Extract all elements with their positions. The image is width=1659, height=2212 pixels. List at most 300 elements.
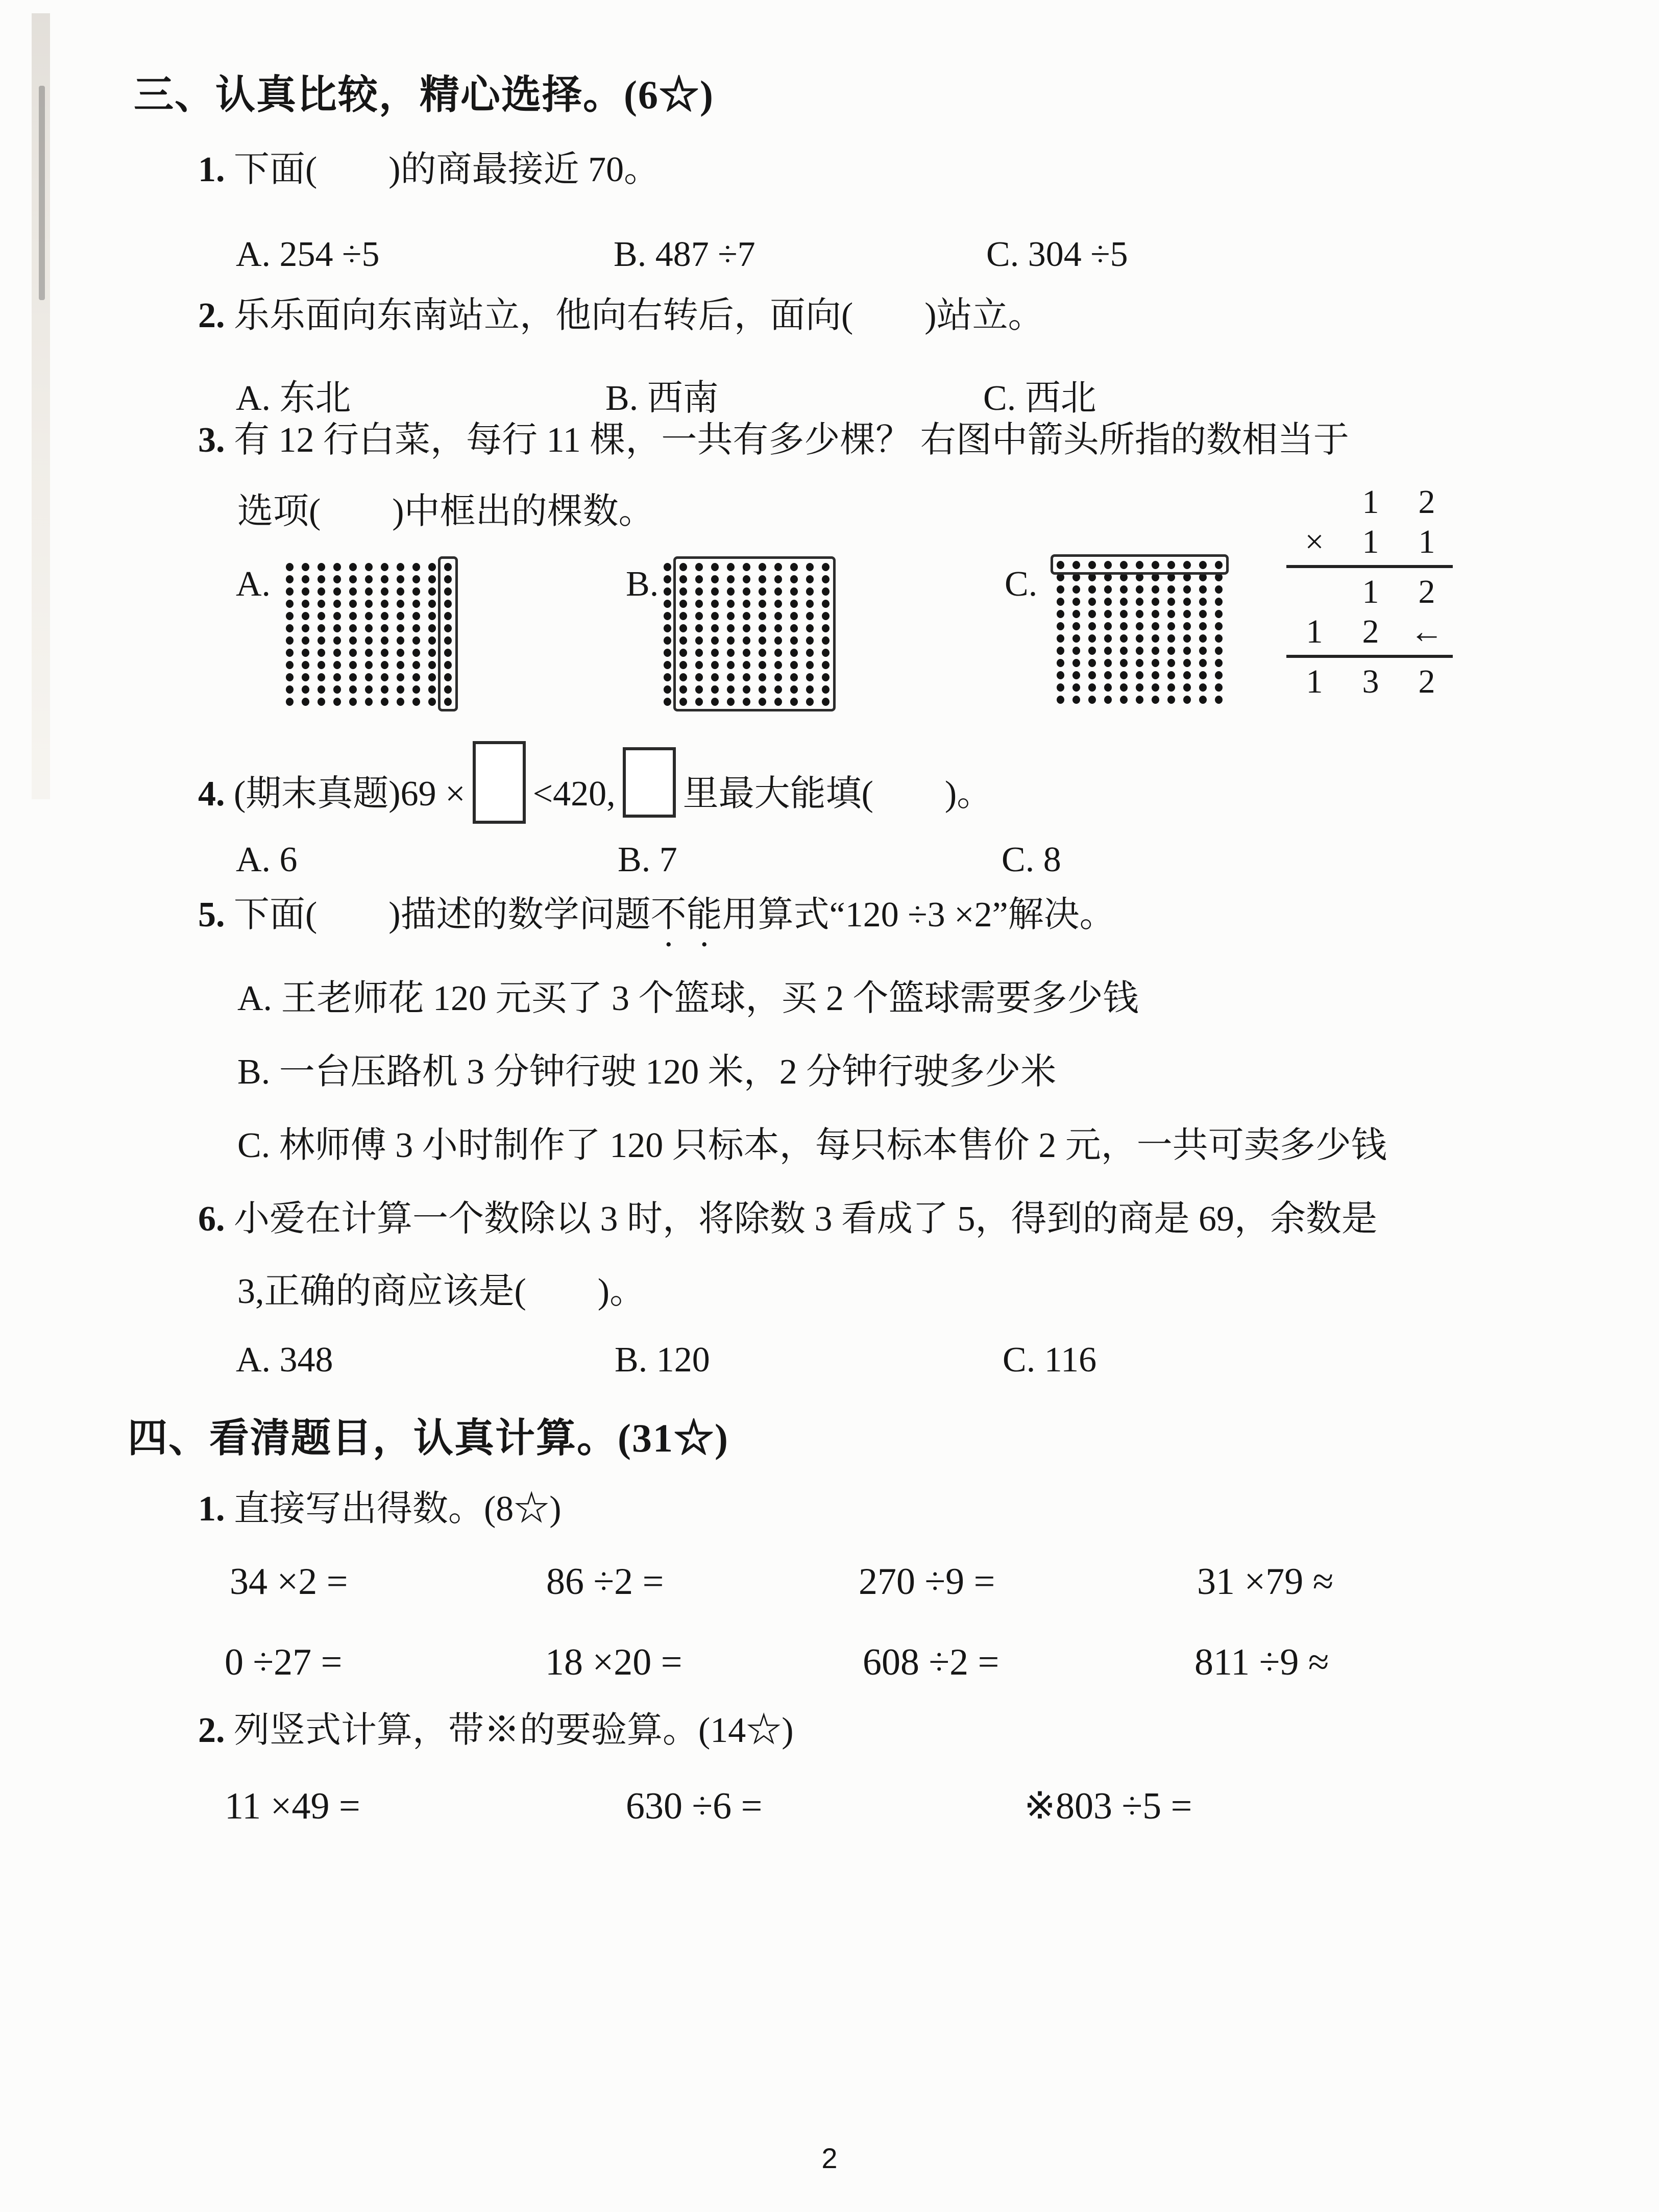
grid-dot <box>302 587 309 596</box>
grid-dot <box>397 587 404 596</box>
grid-dot <box>1120 659 1128 667</box>
calc2-item2: 630 ÷6 = <box>626 1785 763 1827</box>
grid-dot <box>318 612 325 620</box>
grid-dot <box>1136 671 1143 679</box>
grid-dot <box>1057 598 1064 606</box>
grid-dot <box>1183 659 1191 667</box>
multiplication-digit: 1 <box>1362 523 1379 560</box>
q5-option-a: A. 王老师花 120 元买了 3 个篮球，买 2 个篮球需要多少钱 <box>237 979 1139 1018</box>
grid-dot <box>1088 598 1096 606</box>
q6-option-a: A. 348 <box>236 1340 333 1380</box>
grid-dot <box>1136 598 1143 606</box>
grid-dot <box>664 612 671 620</box>
grid-dot <box>664 661 671 669</box>
dot-grid-a <box>282 560 456 707</box>
grid-dot <box>664 575 671 583</box>
grid-dot <box>365 600 373 608</box>
grid-dot <box>333 636 341 645</box>
grid-dot <box>428 698 436 706</box>
grid-dot <box>302 685 309 694</box>
grid-dot <box>1104 598 1112 606</box>
grid-dot <box>365 563 373 571</box>
grid-dot <box>412 624 420 632</box>
grid-dot <box>1104 683 1112 692</box>
grid-dot <box>381 587 388 596</box>
dot-grid-c <box>1053 558 1227 705</box>
grid-dot <box>286 649 294 657</box>
grid-dot <box>412 661 420 669</box>
grid-dot <box>349 673 357 681</box>
grid-dot <box>365 698 373 706</box>
page-number: 2 <box>821 2142 838 2174</box>
grid-dot <box>412 563 420 571</box>
grid-dot <box>397 698 404 706</box>
grid-dot <box>1072 634 1080 643</box>
grid-dot <box>1136 622 1143 630</box>
q4-number: 4. <box>198 774 225 814</box>
grid-dot <box>381 636 388 645</box>
grid-dot <box>365 649 373 657</box>
grid-dot <box>1152 647 1159 655</box>
arrow-left-icon: ← <box>1410 613 1444 650</box>
grid-dot <box>365 624 373 632</box>
grid-dot <box>1057 659 1064 667</box>
grid-dot <box>664 698 671 706</box>
grid-dot <box>333 624 341 632</box>
grid-dot <box>333 673 341 681</box>
grid-dot <box>1057 610 1064 618</box>
multiplication-digit: 2 <box>1362 613 1379 650</box>
grid-dot <box>1136 659 1143 667</box>
grid-dot <box>664 649 671 657</box>
grid-dot <box>381 685 388 694</box>
q4-option-c: C. 8 <box>1002 840 1061 879</box>
calc1-text: 直接写出得数。(8☆) <box>225 1489 562 1529</box>
section3-title: 三、认真比较，精心选择。(6☆) <box>134 72 714 117</box>
grid-dot <box>664 685 671 694</box>
grid-dot <box>381 649 388 657</box>
grid-dot <box>365 587 373 596</box>
grid-dot <box>318 563 325 571</box>
calc1-r1-item3: 270 ÷9 = <box>859 1561 995 1603</box>
grid-dot <box>1199 585 1207 594</box>
grid-dot <box>1167 585 1175 594</box>
q5-body-post: 用算式“120 ÷3 ×2”解决。 <box>722 895 1115 935</box>
grid-dot <box>664 636 671 645</box>
q5-body-pre: 下面( )描述的数学问题 <box>225 895 651 935</box>
grid-dot <box>397 600 404 608</box>
grid-dot <box>333 649 341 657</box>
multiplication-digit <box>1286 482 1343 522</box>
grid-dot <box>1104 622 1112 630</box>
calc2-row <box>225 1784 1192 2007</box>
q2-option-a: A. 东北 <box>236 379 351 418</box>
grid-dot <box>397 649 404 657</box>
grid-dot <box>302 636 309 645</box>
calc2-item3: ※803 ÷5 = <box>1024 1785 1192 1827</box>
grid-dot <box>428 661 436 669</box>
grid-dot <box>397 661 404 669</box>
q4-text <box>198 741 992 824</box>
q4-blank-box-1 <box>473 741 526 824</box>
grid-dot <box>397 575 404 583</box>
grid-dot <box>286 624 294 632</box>
grid-c-label: C. <box>1005 564 1038 604</box>
multiplication-digit: × <box>1305 523 1324 560</box>
grid-dot <box>1215 634 1223 643</box>
grid-dot <box>1088 659 1096 667</box>
grid-dot <box>365 612 373 620</box>
grid-dot <box>1136 634 1143 643</box>
multiplication-row <box>1286 662 1455 702</box>
grid-dot <box>1167 598 1175 606</box>
q5-option-b: B. 一台压路机 3 分钟行驶 120 米，2 分钟行驶多少米 <box>237 1052 1057 1092</box>
multiplication-rule-line <box>1286 565 1453 568</box>
grid-b-label: B. <box>626 564 659 604</box>
multiplication-digit: 2 <box>1418 573 1435 610</box>
grid-dot <box>1167 634 1175 643</box>
q1-option-c: C. 304 ÷5 <box>986 235 1128 274</box>
grid-frame-box <box>673 556 836 711</box>
calc2-text: 列竖式计算，带※的要验算。(14☆) <box>225 1711 794 1750</box>
grid-dot <box>428 649 436 657</box>
grid-dot <box>318 587 325 596</box>
grid-dot <box>381 575 388 583</box>
grid-dot <box>333 685 341 694</box>
grid-dot <box>286 612 294 620</box>
grid-dot <box>1072 647 1080 655</box>
grid-dot <box>397 685 404 694</box>
grid-dot <box>1088 696 1096 704</box>
grid-dot <box>428 600 436 608</box>
grid-dot <box>412 612 420 620</box>
grid-dot <box>349 636 357 645</box>
grid-dot <box>1057 696 1064 704</box>
grid-dot <box>318 575 325 583</box>
grid-dot <box>1120 647 1128 655</box>
multiplication-digit: 1 <box>1306 663 1323 700</box>
grid-dot <box>1152 598 1159 606</box>
q1-body: 下面( )的商最接近 70。 <box>225 150 660 189</box>
q6-number: 6. <box>198 1199 225 1239</box>
grid-dot <box>1057 585 1064 594</box>
grid-dot <box>1088 634 1096 643</box>
grid-dot <box>333 600 341 608</box>
multiplication-digit: 1 <box>1362 573 1379 610</box>
grid-dot <box>1152 696 1159 704</box>
grid-dot <box>1199 671 1207 679</box>
grid-dot <box>1167 610 1175 618</box>
grid-dot <box>412 698 420 706</box>
grid-dot <box>1136 585 1143 594</box>
grid-a-label: A. <box>236 564 271 604</box>
grid-dot <box>1215 598 1223 606</box>
grid-dot <box>1088 647 1096 655</box>
grid-dot <box>412 673 420 681</box>
multiplication-row <box>1286 572 1455 612</box>
grid-dot <box>381 661 388 669</box>
grid-dot <box>664 600 671 608</box>
grid-dot <box>1152 622 1159 630</box>
grid-dot <box>318 673 325 681</box>
multiplication-digit: 1 <box>1418 523 1435 560</box>
grid-dot <box>1215 659 1223 667</box>
grid-dot <box>1183 634 1191 643</box>
grid-dot <box>286 698 294 706</box>
grid-dot <box>318 661 325 669</box>
grid-dot <box>1183 598 1191 606</box>
grid-dot <box>1057 622 1064 630</box>
grid-dot <box>349 612 357 620</box>
grid-dot <box>1183 585 1191 594</box>
grid-dot <box>397 636 404 645</box>
grid-dot <box>1136 647 1143 655</box>
grid-dot <box>1183 647 1191 655</box>
grid-dot <box>412 649 420 657</box>
grid-dot <box>1199 634 1207 643</box>
grid-dot <box>318 636 325 645</box>
grid-dot <box>286 685 294 694</box>
grid-dot <box>664 624 671 632</box>
grid-dot <box>1120 622 1128 630</box>
q5-text <box>198 894 1115 954</box>
grid-dot <box>664 563 671 571</box>
calc2-label <box>198 1710 794 1752</box>
multiplication-digit: 2 <box>1418 483 1435 521</box>
grid-dot <box>318 685 325 694</box>
grid-dot <box>333 575 341 583</box>
grid-dot <box>1199 683 1207 692</box>
grid-dot <box>1199 647 1207 655</box>
grid-dot <box>1167 696 1175 704</box>
grid-dot <box>1072 622 1080 630</box>
q5-emphasized-text: 不能 <box>650 895 722 935</box>
grid-dot <box>365 661 373 669</box>
grid-dot <box>1183 683 1191 692</box>
grid-dot <box>428 624 436 632</box>
grid-dot <box>349 685 357 694</box>
calc1-r2-item1: 0 ÷27 = <box>225 1641 343 1683</box>
grid-dot <box>333 661 341 669</box>
multiplication-digit: 3 <box>1362 663 1379 700</box>
grid-dot <box>1057 683 1064 692</box>
grid-dot <box>349 587 357 596</box>
grid-dot <box>1072 696 1080 704</box>
grid-dot <box>1104 634 1112 643</box>
section4-title: 四、看清题目，认真计算。(31☆) <box>128 1416 729 1460</box>
q1-option-a: A. 254 ÷5 <box>236 235 380 274</box>
grid-dot <box>1152 683 1159 692</box>
grid-dot <box>1183 671 1191 679</box>
grid-dot <box>302 563 309 571</box>
grid-dot <box>1215 671 1223 679</box>
q3-body-line1: 有 12 行白菜，每行 11 棵，一共有多少棵？ 右图中箭头所指的数相当于 <box>225 421 1349 460</box>
grid-dot <box>1152 634 1159 643</box>
grid-dot <box>365 636 373 645</box>
grid-dot <box>1215 683 1223 692</box>
q6-option-b: B. 120 <box>615 1340 710 1380</box>
grid-dot <box>412 575 420 583</box>
grid-dot <box>1104 610 1112 618</box>
q4-body-mid: <420, <box>532 774 616 814</box>
grid-dot <box>1088 671 1096 679</box>
q6-option-c: C. 116 <box>1003 1340 1097 1380</box>
grid-dot <box>397 624 404 632</box>
grid-dot <box>1088 622 1096 630</box>
grid-dot <box>397 612 404 620</box>
grid-dot <box>381 600 388 608</box>
grid-dot <box>1199 659 1207 667</box>
q6-body-line1: 小爱在计算一个数除以 3 时，将除数 3 看成了 5，得到的商是 69，余数是 <box>225 1199 1377 1239</box>
calc1-r2-item3: 608 ÷2 = <box>863 1641 999 1683</box>
grid-dot <box>1104 585 1112 594</box>
grid-dot <box>412 636 420 645</box>
q2-text <box>198 295 1044 337</box>
grid-dot <box>349 649 357 657</box>
calc2-number: 2. <box>198 1711 225 1750</box>
grid-dot <box>1120 610 1128 618</box>
calc1-label <box>198 1488 562 1531</box>
calc1-r2-item2: 18 ×20 = <box>545 1641 682 1683</box>
scan-artifact-dark <box>39 86 45 300</box>
grid-dot <box>333 587 341 596</box>
grid-dot <box>1072 585 1080 594</box>
grid-dot <box>1167 622 1175 630</box>
q2-body: 乐乐面向东南站立，他向右转后，面向( )站立。 <box>225 296 1044 335</box>
grid-dot <box>1215 622 1223 630</box>
grid-dot <box>365 673 373 681</box>
grid-dot <box>333 563 341 571</box>
q4-option-b: B. 7 <box>618 840 677 879</box>
grid-dot <box>286 661 294 669</box>
calc1-number: 1. <box>198 1489 225 1529</box>
grid-dot <box>1136 610 1143 618</box>
grid-dot <box>1104 696 1112 704</box>
grid-dot <box>302 575 309 583</box>
q2-number: 2. <box>198 296 225 335</box>
q5-option-c: C. 林师傅 3 小时制作了 120 只标本，每只标本售价 2 元，一共可卖多少钱 <box>237 1126 1387 1165</box>
grid-dot <box>412 600 420 608</box>
multiplication-digit <box>1286 572 1343 612</box>
q4-option-a: A. 6 <box>236 840 298 879</box>
q6-text-line1 <box>198 1198 1377 1241</box>
grid-dot <box>286 575 294 583</box>
grid-dot <box>302 698 309 706</box>
grid-dot <box>1183 622 1191 630</box>
grid-dot <box>381 612 388 620</box>
grid-dot <box>1088 683 1096 692</box>
grid-dot <box>302 600 309 608</box>
grid-dot <box>1072 598 1080 606</box>
grid-dot <box>302 661 309 669</box>
multiplication-row <box>1286 522 1455 562</box>
grid-dot <box>1136 696 1143 704</box>
grid-frame-box <box>438 556 458 711</box>
grid-dot <box>412 587 420 596</box>
grid-frame-box <box>1051 554 1229 575</box>
grid-dot <box>286 587 294 596</box>
calc1-r1-item4: 31 ×79 ≈ <box>1197 1561 1334 1603</box>
grid-dot <box>1088 585 1096 594</box>
grid-dot <box>286 600 294 608</box>
grid-dot <box>1120 671 1128 679</box>
grid-dot <box>1167 647 1175 655</box>
grid-dot <box>1199 696 1207 704</box>
grid-dot <box>397 673 404 681</box>
multiplication-digit: 1 <box>1362 483 1379 521</box>
grid-dot <box>318 649 325 657</box>
q3-number: 3. <box>198 421 225 460</box>
grid-dot <box>381 563 388 571</box>
q6-text-line2: 3,正确的商应该是( )。 <box>237 1272 646 1311</box>
grid-dot <box>1104 647 1112 655</box>
grid-dot <box>365 575 373 583</box>
grid-dot <box>1104 659 1112 667</box>
q4-blank-box-2 <box>623 747 676 818</box>
grid-dot <box>1136 683 1143 692</box>
calc2-item1: 11 ×49 = <box>225 1785 360 1827</box>
grid-dot <box>1072 610 1080 618</box>
grid-dot <box>428 563 436 571</box>
grid-dot <box>1072 683 1080 692</box>
multiplication-rule-line <box>1286 655 1453 658</box>
grid-dot <box>1167 671 1175 679</box>
q2-option-b: B. 西南 <box>605 379 719 418</box>
grid-dot <box>302 624 309 632</box>
grid-dot <box>1215 647 1223 655</box>
grid-dot <box>1057 647 1064 655</box>
grid-dot <box>1167 659 1175 667</box>
grid-dot <box>1120 696 1128 704</box>
q1-number: 1. <box>198 150 225 189</box>
grid-dot <box>349 563 357 571</box>
grid-dot <box>349 600 357 608</box>
calc1-r2-item4: 811 ÷9 ≈ <box>1194 1641 1329 1683</box>
grid-dot <box>286 563 294 571</box>
grid-dot <box>1167 683 1175 692</box>
q1-option-b: B. 487 ÷7 <box>614 235 755 274</box>
grid-dot <box>286 636 294 645</box>
q1-text <box>198 149 660 191</box>
q4-body-post: 里最大能填( )。 <box>682 774 993 814</box>
grid-dot <box>1183 610 1191 618</box>
grid-dot <box>664 587 671 596</box>
grid-dot <box>428 587 436 596</box>
multiplication-digit: 1 <box>1306 613 1323 650</box>
grid-dot <box>1120 634 1128 643</box>
q3-text-line1 <box>198 420 1349 462</box>
grid-dot <box>1120 598 1128 606</box>
grid-dot <box>1183 696 1191 704</box>
grid-dot <box>1120 585 1128 594</box>
grid-dot <box>1199 610 1207 618</box>
grid-dot <box>428 612 436 620</box>
grid-dot <box>302 673 309 681</box>
q3-multiplication <box>1286 482 1455 702</box>
q3-text-line2: 选项( )中框出的棵数。 <box>237 492 654 531</box>
calc1-r1-item1: 34 ×2 = <box>230 1561 348 1603</box>
grid-dot <box>1088 610 1096 618</box>
q4-body-pre: (期末真题)69 × <box>225 774 466 814</box>
grid-dot <box>1057 634 1064 643</box>
grid-dot <box>428 673 436 681</box>
grid-dot <box>318 624 325 632</box>
grid-dot <box>428 575 436 583</box>
grid-dot <box>333 698 341 706</box>
grid-dot <box>397 563 404 571</box>
grid-dot <box>349 575 357 583</box>
grid-dot <box>1120 683 1128 692</box>
